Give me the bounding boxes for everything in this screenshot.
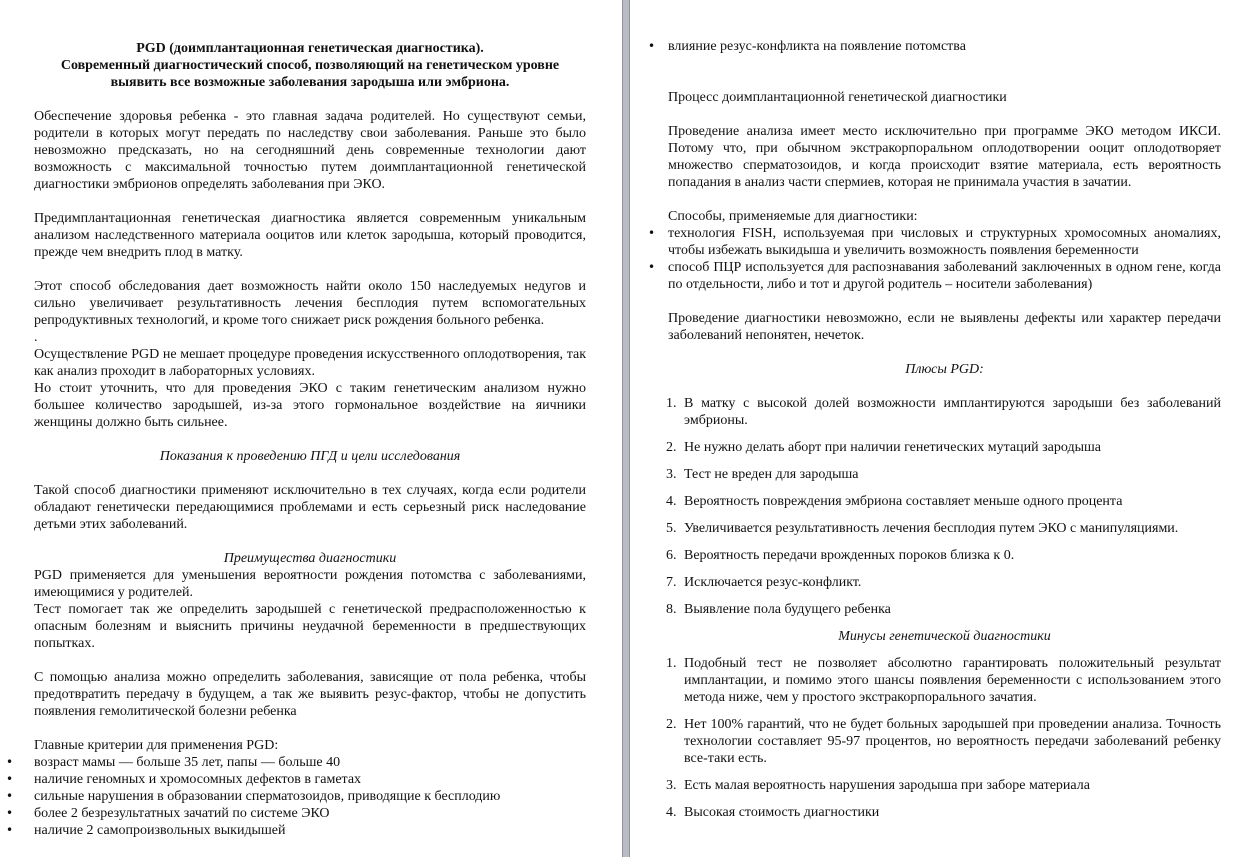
paragraph-advantage-2: Тест помогает так же определить зародышей с генетической предрасположенностью к опасным болезням и выяснить причины неудачной беременности в предшествующих попытках. bbox=[34, 602, 586, 651]
paragraph-pgd-definition: Предимплантационная генетическая диагностика является современным уникальным анализом наследственного материала ооцитов или клеток зародыша, который проводится, прежде чем внедрить плод в матку. bbox=[34, 211, 586, 260]
criteria-intro: Главные критерии для применения PGD: bbox=[34, 738, 279, 753]
list-item: • способ ПЦР используется для распознавания заболеваний заключенных в одном гене, когда по отдельности, либо и тот и другой родитель – носители заболевания) bbox=[668, 259, 1221, 293]
rh-factor-list bbox=[668, 38, 1221, 55]
methods-list bbox=[668, 225, 1221, 293]
list-item: 4. Высокая стоимость диагностики bbox=[666, 805, 880, 820]
list-item: 1. Подобный тест не позволяет абсолютно гарантировать положительный результат имплантации, и помимо этого шансы появления беременности с использованием этого метода ниже, чем у простого экстракорпорального зачатия. bbox=[666, 656, 1221, 705]
paragraph-advantage-1: PGD применяется для уменьшения вероятности рождения потомства с заболеваниями, имеющимися у родителей. bbox=[34, 568, 586, 600]
list-item: • технология FISH, используемая при числовых и структурных хромосомных аномалиях, чтобы избежать выкидыша и увеличить возможность появления беременности bbox=[668, 225, 1221, 259]
pluses-list bbox=[668, 395, 1221, 618]
document-page-left bbox=[0, 0, 622, 857]
list-item: • наличие геномных и хромосомных дефектов в гаметах bbox=[34, 771, 586, 788]
paragraph-indications: Такой способ диагностики применяют исключительно в тех случаях, когда если родители обладают генетически передающимися проблемами и есть серьезный риск наследование детьми этих заболеваний. bbox=[34, 483, 586, 532]
doc-title-line-1: PGD (доимплантационная генетическая диагностика). bbox=[136, 41, 484, 56]
paragraph-embryo-count: Но стоит уточнить, что для проведения ЭКО с таким генетическим анализом нужно большее количество зародышей, из-за этого гормональное воздействие на яичники женщины должно быть сильнее. bbox=[34, 381, 586, 430]
list-item: • сильные нарушения в образовании сперматозоидов, приводящие к бесплодию bbox=[34, 788, 586, 805]
methods-intro: Способы, применяемые для диагностики: bbox=[668, 209, 918, 224]
list-item: 2. Нет 100% гарантий, что не будет больных зародышей при проведении анализа. Точность технологии составляет 95-97 процентов, но вероятность передачи заболеваний ребенку все-таки есть. bbox=[666, 717, 1221, 766]
document-page-right bbox=[630, 0, 1257, 857]
list-item: • наличие 2 самопроизвольных выкидышей bbox=[34, 822, 586, 839]
paragraph-health-intro: Обеспечение здоровья ребенка - это главная задача родителей. Но существуют семьи, родители в которых могут передать по наследству свои заболевания. Раньше это было невозможно предсказать, но на сегодняшний день современные технологии дают возможность с максимальной точностью путем доимплантационной генетической диагностики эмбрионов определять заболевания при ЭКО. bbox=[34, 109, 586, 192]
doc-title-line-2: Современный диагностический способ, позволяющий на генетическом уровне bbox=[60, 58, 560, 73]
doc-title-line-3: выявить все возможные заболевания зародыша или эмбриона. bbox=[110, 75, 510, 90]
list-item: 3. Тест не вреден для зародыша bbox=[666, 467, 859, 482]
list-item: • возраст мамы — больше 35 лет, папы — больше 40 bbox=[34, 754, 586, 771]
list-item: 8. Выявление пола будущего ребенка bbox=[666, 602, 891, 617]
list-item: 7. Исключается резус-конфликт. bbox=[666, 575, 862, 590]
heading-indications: Показания к проведению ПГД и цели исследования bbox=[159, 449, 461, 464]
paragraph-advantage-3: С помощью анализа можно определить заболевания, зависящие от пола ребенка, чтобы предотвратить передачу в будущем, а так же выявить резус-фактор, чтобы не допустить появления гемолитической болезни ребенка bbox=[34, 670, 586, 719]
heading-minuses: Минусы генетической диагностики bbox=[838, 629, 1051, 644]
paragraph-150-diseases: Этот способ обследования дает возможность найти около 150 наследуемых недугов и сильно увеличивает результативность лечения бесплодия путем вспомогательных репродуктивных технологий, и кроме того снижает риск рождения больного ребенка. bbox=[34, 279, 586, 328]
criteria-list bbox=[34, 754, 586, 839]
list-item: 3. Есть малая вероятность нарушения зародыша при заборе материала bbox=[666, 778, 1090, 793]
paragraph-impossible: Проведение диагностики невозможно, если не выявлены дефекты или характер передачи заболеваний непонятен, нечеток. bbox=[668, 311, 1221, 343]
stray-dot: . bbox=[34, 330, 38, 345]
minuses-list bbox=[668, 655, 1221, 821]
page-left-content bbox=[34, 40, 586, 839]
heading-pluses: Плюсы PGD: bbox=[905, 362, 984, 377]
heading-advantages: Преимущества диагностики bbox=[223, 551, 397, 566]
list-item: 5. Увеличивается результативность лечения бесплодия путем ЭКО с манипуляциями. bbox=[666, 521, 1179, 536]
heading-process: Процесс доимплантационной генетической диагностики bbox=[668, 90, 1007, 105]
list-item: 1. В матку с высокой долей возможности имплантируются зародыши без заболеваний эмбрионы. bbox=[666, 396, 1221, 428]
list-item: 4. Вероятность повреждения эмбриона составляет меньше одного процента bbox=[666, 494, 1123, 509]
page-separator bbox=[622, 0, 630, 857]
paragraph-icsi: Проведение анализа имеет место исключительно при программе ЭКО методом ИКСИ. Потому что, при обычном экстракорпоральном оплодотворении ооцит оплодотворяет множество сперматозоидов, и когда происходит взятие материала, есть вероятность попадания в анализ части спермиев, которая не принимала участия в зачатии. bbox=[668, 124, 1221, 190]
list-item: • влияние резус-конфликта на появление потомства bbox=[668, 38, 1221, 55]
page-right-content bbox=[668, 38, 1221, 831]
list-item: 6. Вероятность передачи врожденных пороков близка к 0. bbox=[666, 548, 1015, 563]
paragraph-pgd-procedure: Осуществление PGD не мешает процедуре проведения искусственного оплодотворения, так как анализ проходит в лабораторных условиях. bbox=[34, 347, 586, 379]
list-item: • более 2 безрезультатных зачатий по системе ЭКО bbox=[34, 805, 586, 822]
list-item: 2. Не нужно делать аборт при наличии генетических мутаций зародыша bbox=[666, 440, 1101, 455]
